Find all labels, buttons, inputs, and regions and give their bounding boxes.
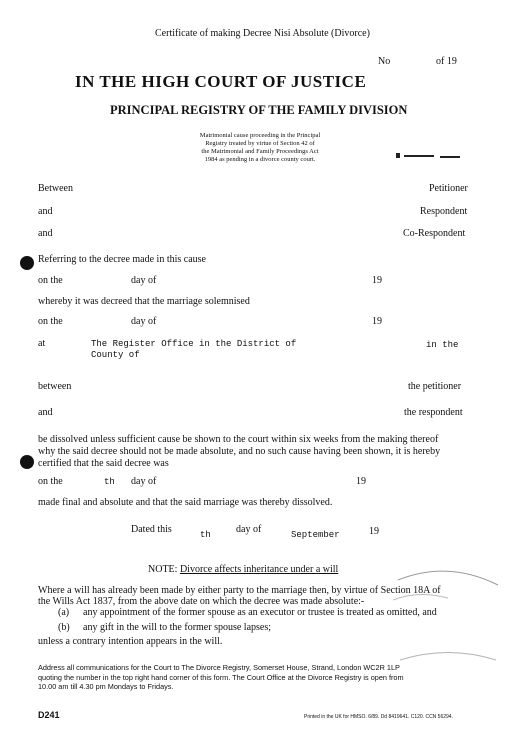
punch-hole	[20, 256, 34, 270]
on-the-label: on the	[38, 275, 63, 286]
registry-stamp	[388, 560, 508, 670]
year-label: 19	[356, 476, 366, 487]
the-respondent-label: the respondent	[404, 407, 463, 418]
and-label: and	[38, 206, 53, 217]
address-block	[38, 663, 404, 692]
the-petitioner-label: the petitioner	[408, 381, 462, 392]
note-heading	[148, 564, 338, 575]
stamp-mark	[440, 156, 460, 158]
note-paragraph	[38, 585, 441, 607]
note-line: Where a will has already been made by either party to the marriage then, by virtue of Section 18A of	[38, 585, 441, 596]
dated-month: September	[291, 530, 340, 540]
and-label: and	[38, 407, 53, 418]
note-title: Divorce affects inheritance under a will	[179, 564, 339, 575]
dissolved-text	[38, 434, 440, 470]
on-the-label: on the	[38, 476, 63, 487]
proceeding-note-line: 1984 as pending in a divorce county court.	[204, 156, 316, 163]
court-title: IN THE HIGH COURT OF JUSTICE	[75, 72, 367, 91]
on-the-label: on the	[38, 316, 63, 327]
proceeding-note-line: Matrimonial cause proceeding in the Principal	[199, 132, 321, 139]
item-a-label: (a)	[58, 607, 70, 618]
item-a-text: any appointment of the former spouse as an executor or trustee is treated as omitted, and	[83, 607, 437, 618]
dissolved-line: be dissolved unless sufficient cause be shown to the court within six weeks from the making thereof	[38, 434, 439, 445]
between-label: Between	[38, 183, 73, 194]
petitioner-label: Petitioner	[429, 183, 468, 194]
item-b-text: any gift in the will to the former spouse lapses;	[83, 622, 272, 633]
unless-text: unless a contrary intention appears in the will.	[38, 636, 223, 647]
stamp-mark	[396, 153, 400, 158]
address-line: quoting the number in the top right hand corner of this form. The Court Office at the Divorce Registry is open from	[38, 672, 404, 682]
and-label: and	[38, 228, 53, 239]
whereby-text: whereby it was decreed that the marriage solemnised	[38, 296, 250, 307]
printer-line: Printed in the UK for HMSO. 6/89. Dd 8419641. C120. CCN 56294.	[304, 714, 453, 720]
dated-year-label: 19	[369, 526, 379, 537]
final-text: made final and absolute and that the said marriage was thereby dissolved.	[38, 497, 333, 508]
address-line: Address all communications for the Court to The Divorce Registry, Somerset House, Strand, London WC2R 1LP	[38, 663, 400, 672]
year-label: 19	[372, 316, 382, 327]
punch-hole	[20, 455, 34, 469]
proceeding-note	[180, 132, 340, 164]
co-respondent-label: Co-Respondent	[403, 228, 466, 239]
form-code: D241	[38, 710, 60, 720]
form-title: Certificate of making Decree Nisi Absolute (Divorce)	[155, 28, 370, 39]
note-line: the Wills Act 1837, from the above date on which the decree was made absolute:-	[38, 596, 365, 607]
between-label: between	[38, 381, 72, 392]
proceeding-note-line: Registry treated by virtue of Section 42 of	[205, 140, 315, 147]
address-line: 10.00 am till 4.30 pm Mondays to Fridays.	[38, 682, 174, 691]
marriage-place: The Register Office in the District of	[91, 339, 297, 349]
day-of-label: day of	[131, 316, 157, 327]
dated-this-label: Dated this	[131, 524, 172, 535]
year-label: of 19	[436, 56, 457, 67]
number-label: No	[378, 56, 391, 67]
day-of-label: day of	[131, 275, 157, 286]
day-of-label: day of	[131, 476, 157, 487]
referring-text: Referring to the decree made in this cause	[38, 254, 206, 265]
day-suffix: th	[104, 477, 115, 487]
stamp-mark	[404, 155, 434, 157]
proceeding-note-line: the Matrimonial and Family Proceedings Act	[201, 148, 319, 155]
marriage-county: County of	[91, 350, 140, 360]
dated-day-of-label: day of	[236, 524, 262, 535]
respondent-label: Respondent	[420, 206, 468, 217]
at-label: at	[38, 338, 46, 349]
note-label: NOTE:	[148, 564, 178, 575]
in-the-label: in the	[426, 340, 459, 350]
dissolved-line: why the said decree should not be made absolute, and no such cause having been shown, it is hereby	[38, 446, 441, 457]
dissolved-line: certified that the said decree was	[38, 458, 169, 469]
dated-day-suffix: th	[200, 530, 211, 540]
division-title: PRINCIPAL REGISTRY OF THE FAMILY DIVISION	[110, 103, 408, 117]
item-b-label: (b)	[58, 622, 70, 633]
year-label: 19	[372, 275, 382, 286]
